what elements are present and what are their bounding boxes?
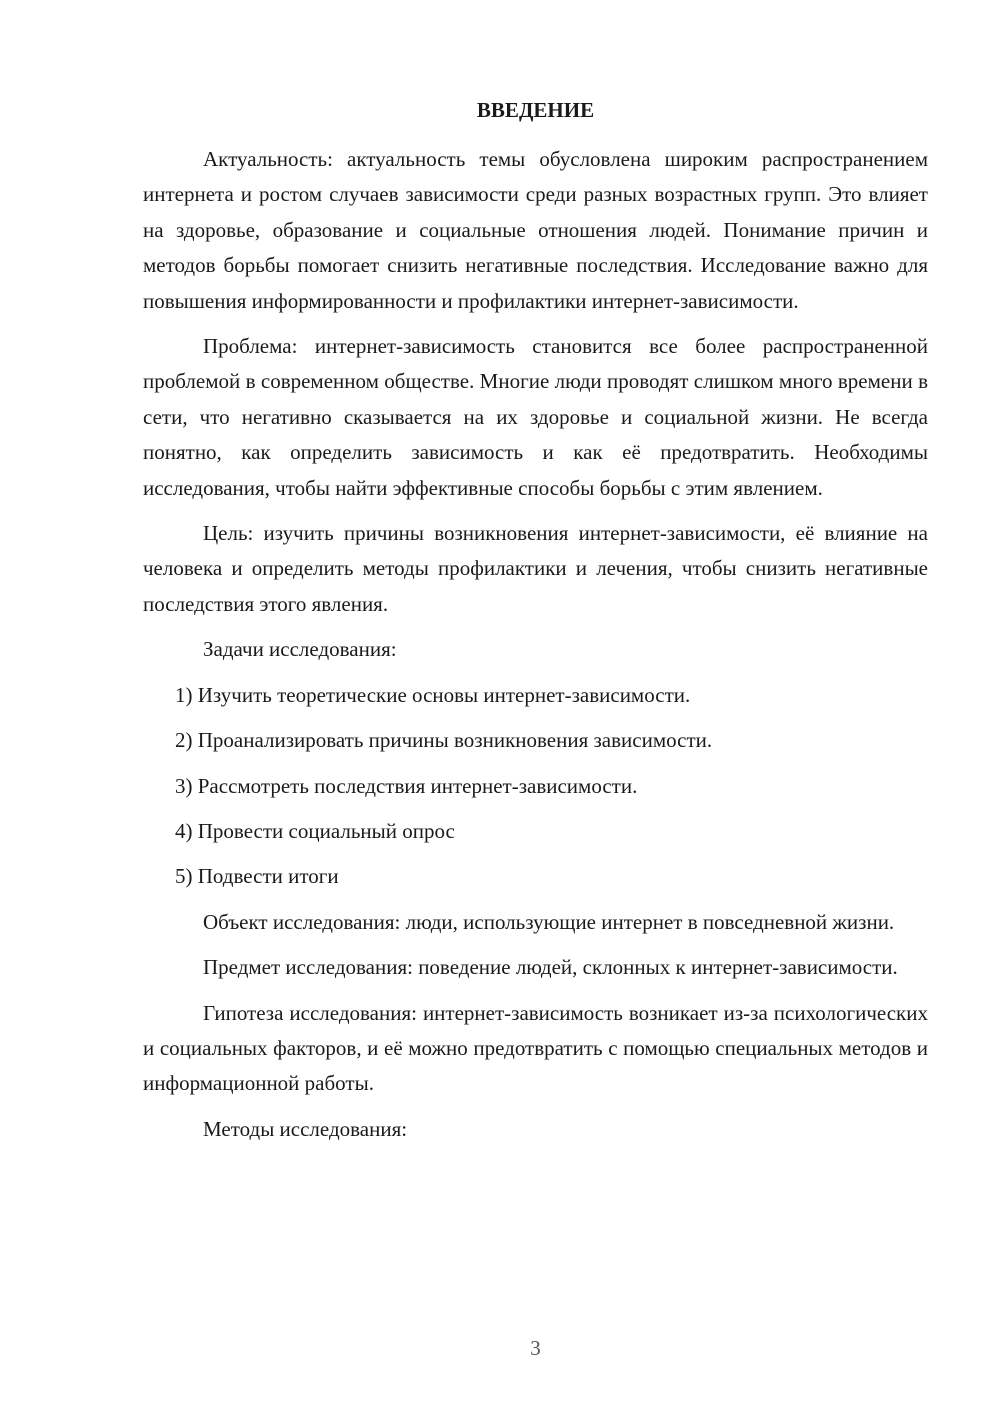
task-item-1: 1) Изучить теоретические основы интернет-зависимости. xyxy=(175,682,691,707)
task-item-3: 3) Рассмотреть последствия интернет-зависимости. xyxy=(175,773,638,798)
document-body xyxy=(143,142,928,1157)
paragraph-problem: Проблема: интернет-зависимость становится все более распространенной проблемой в современном обществе. Многие люди проводят слишком много времени в сети, что негативно сказывается на их здоровье и социальной жизни. Не всегда понятно, как определить зависимость и как её предотвратить. Необходимы исследования, чтобы найти эффективные способы борьбы с этим явлением. xyxy=(143,334,928,500)
task-item-4: 4) Провести социальный опрос xyxy=(175,818,455,843)
paragraph-subject: Предмет исследования: поведение людей, склонных к интернет-зависимости. xyxy=(203,955,898,980)
task-item-2: 2) Проанализировать причины возникновения зависимости. xyxy=(175,728,713,753)
section-heading: ВВЕДЕНИЕ xyxy=(476,98,595,122)
paragraph-relevance: Актуальность: актуальность темы обусловлена широким распространением интернета и ростом случаев зависимости среди разных возрастных групп. Это влияет на здоровье, образование и социальные отношения людей. Понимание причин и методов борьбы помогает снизить негативные последствия. Исследование важно для повышения информированности и профилактики интернет-зависимости. xyxy=(143,147,928,313)
paragraph-hypothesis: Гипотеза исследования: интернет-зависимость возникает из-за психологических и социальных факторов, и её можно предотвратить с помощью специальных методов и информационной работы. xyxy=(143,1000,928,1096)
paragraph-goal: Цель: изучить причины возникновения интернет-зависимости, её влияние на человека и определить методы профилактики и лечения, чтобы снизить негативные последствия этого явления. xyxy=(143,521,928,616)
paragraph-object: Объект исследования: люди, использующие интернет в повседневной жизни. xyxy=(203,909,895,934)
page-number: 3 xyxy=(530,1336,541,1360)
task-item-5: 5) Подвести итоги xyxy=(175,864,339,889)
paragraph-methods: Методы исследования: xyxy=(203,1116,408,1141)
paragraph-tasks-heading: Задачи исследования: xyxy=(203,637,397,662)
